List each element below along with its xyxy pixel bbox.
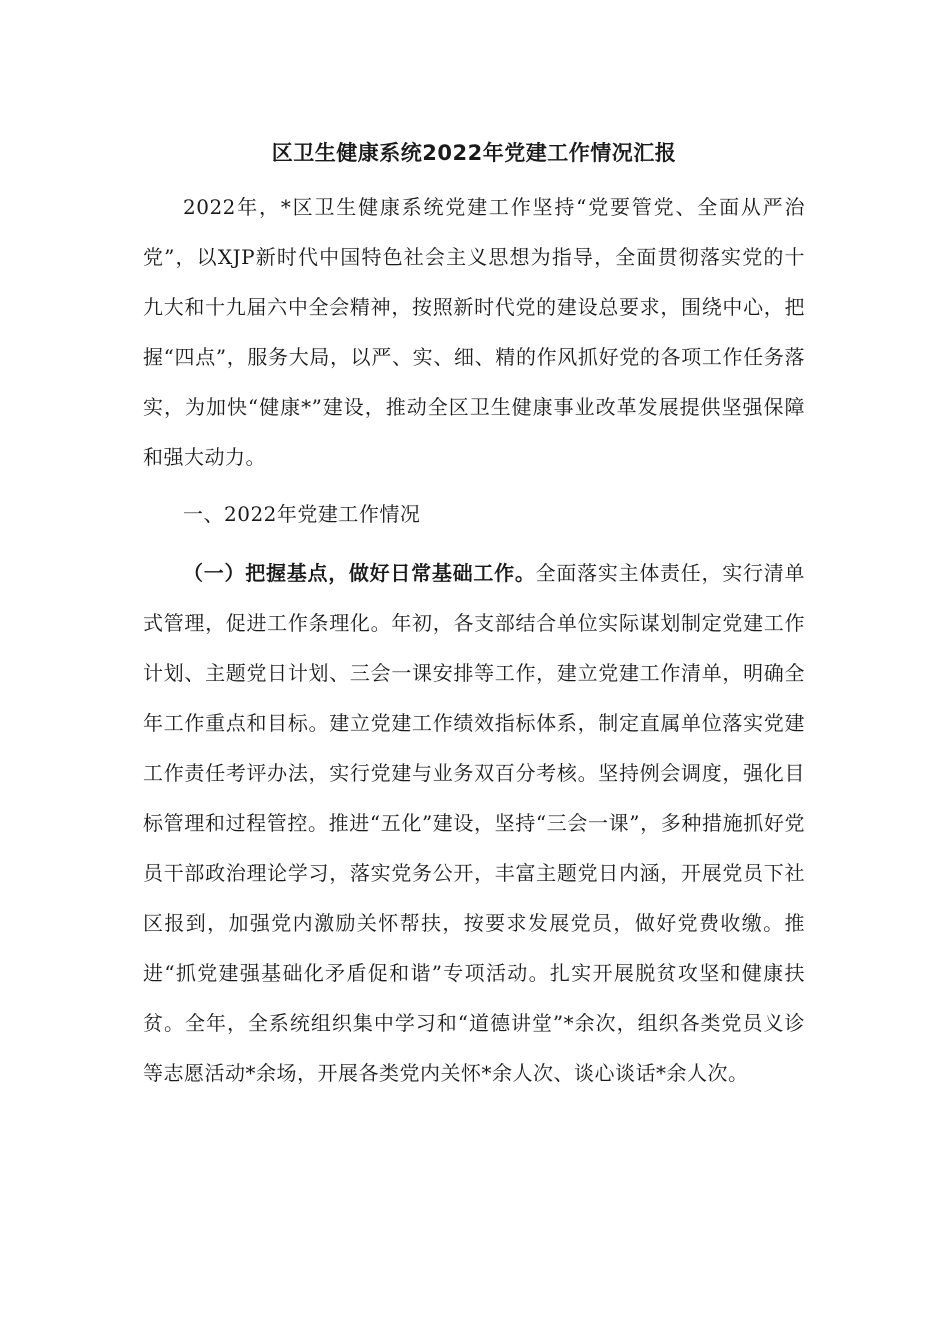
document-body (143, 128, 805, 1098)
section-heading: 一、2022年党建工作情况 (183, 502, 421, 526)
document-title: 区卫生健康系统2022年党建工作情况汇报 (271, 141, 677, 165)
subsection-paragraph (143, 548, 805, 1098)
subsection-body: 全面落实主体责任，实行清单式管理，促进工作条理化。年初，各支部结合单位实际谋划制定党建工作计划、主题党日计划、三会一课安排等工作，建立党建工作清单，明确全年工作重点和目标。建立党建工作绩效指标体系，制定直属单位落实党建工作责任考评办法，实行党建与业务双百分考核。坚持例会调度，强化目标管理和过程管控。推进“五化”建设，坚持“三会一课”，多种措施抓好党员干部政治理论学习，落实党务公开，丰富主题党日内涵，开展党员下社区报到，加强党内激励关怀帮扶，按要求发展党员，做好党费收缴。推进“抓党建强基础化矛盾促和谐”专项活动。扎实开展脱贫攻坚和健康扶贫。全年，全系统组织集中学习和“道德讲堂”*余次，组织各类党员义诊等志愿活动*余场，开展各类党内关怀*余人次、谈心谈话*余人次。 (143, 561, 806, 1085)
intro-paragraph: 2022年，*区卫生健康系统党建工作坚持“党要管党、全面从严治党”，以XJP新时代中国特色社会主义思想为指导，全面贯彻落实党的十九大和十九届六中全会精神，按照新时代党的建设总要求，围绕中心，把握“四点”，服务大局，以严、实、细、精的作风抓好党的各项工作任务落实，为加快“健康*”建设，推动全区卫生健康事业改革发展提供坚强保障和强大动力。 (143, 195, 805, 469)
subsection-lead: （一）把握基点，做好日常基础工作。 (183, 561, 536, 585)
